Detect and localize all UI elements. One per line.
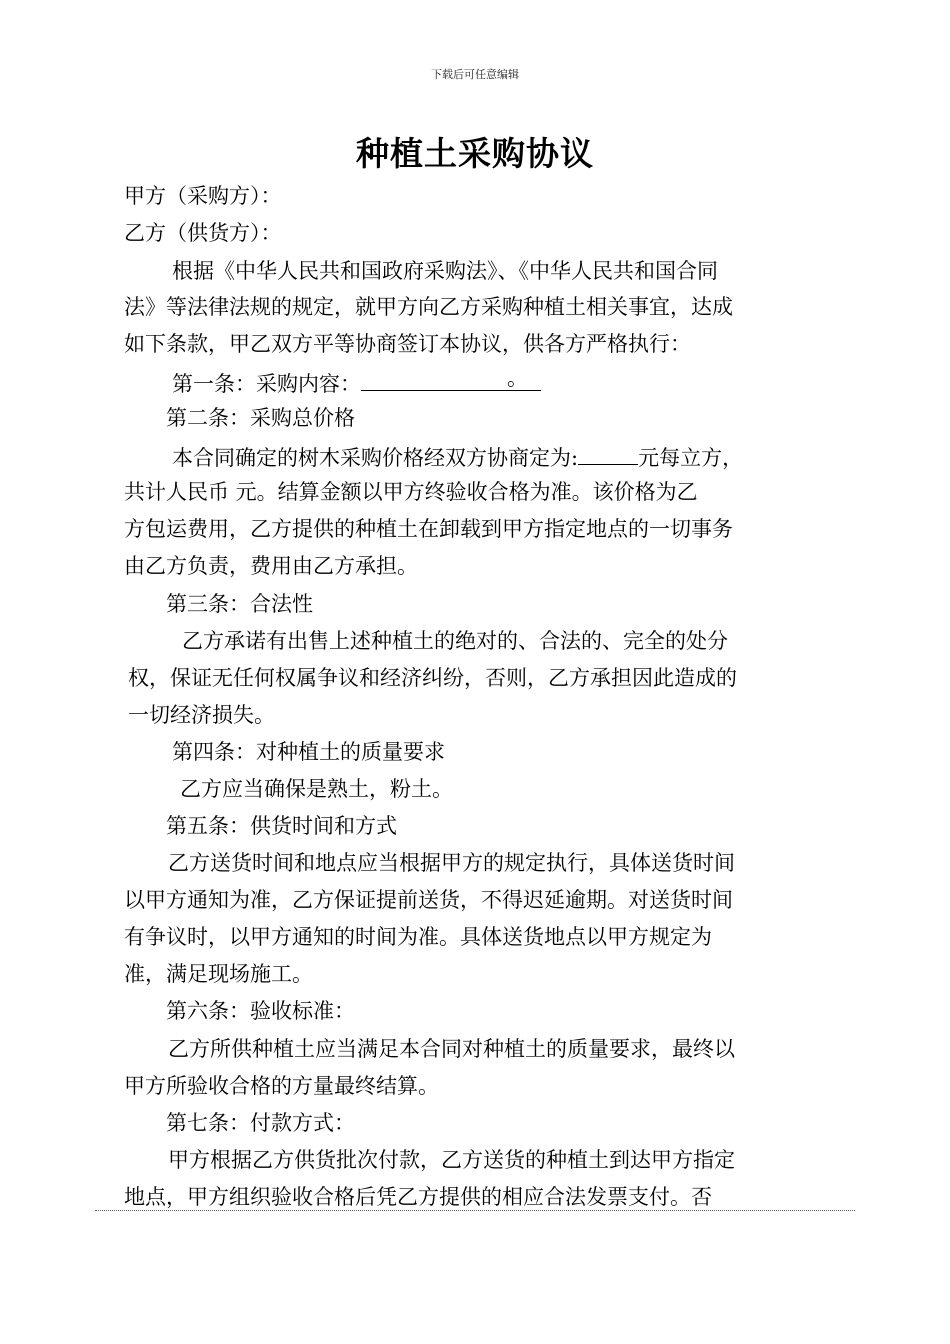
intro-line-2: 法》等法律法规的规定，就甲方向乙方采购种植土相关事宜，达成 xyxy=(124,295,733,319)
article-7-line-2: 地点，甲方组织验收合格后凭乙方提供的相应合法发票支付。否 xyxy=(124,1185,712,1209)
article-1-label: 第一条：采购内容： xyxy=(172,372,361,396)
article-2-line-4: 由乙方负责，费用由乙方承担。 xyxy=(124,554,418,578)
article-5-heading: 第五条：供货时间和方式 xyxy=(166,814,397,838)
content-blank xyxy=(361,366,541,391)
article-3-line-3: 一切经济损失。 xyxy=(128,703,275,727)
intro-line-1: 根据《中华人民共和国政府采购法》、《中华人民共和国合同 xyxy=(172,259,718,283)
unit-price-blank xyxy=(578,440,638,465)
price-unit: 元每立方， xyxy=(638,446,744,470)
article-7-line-1: 甲方根据乙方供货批次付款，乙方送货的种植土到达甲方指定 xyxy=(168,1148,735,1172)
article-6-line-2: 甲方所验收合格的方量最终结算。 xyxy=(124,1074,439,1098)
party-b-line: 乙方（供货方）： xyxy=(124,221,282,245)
article-5-line-3: 有争议时，以甲方通知的时间为准。具体送货地点以甲方规定为 xyxy=(124,925,712,949)
article-1-line xyxy=(172,366,541,399)
article-4-heading: 第四条：对种植土的质量要求 xyxy=(172,740,445,764)
article-5-line-1: 乙方送货时间和地点应当根据甲方的规定执行，具体送货时间 xyxy=(168,851,735,875)
article-5-line-4: 准，满足现场施工。 xyxy=(124,962,313,986)
article-2-line-1 xyxy=(172,440,743,473)
page-bottom-rule xyxy=(95,1210,855,1211)
article-7-heading: 第七条：付款方式： xyxy=(166,1111,355,1135)
article-2-heading: 第二条：采购总价格 xyxy=(166,406,355,430)
article-6-heading: 第六条：验收标准： xyxy=(166,999,355,1023)
article-6-line-1: 乙方所供种植土应当满足本合同对种植土的质量要求，最终以 xyxy=(168,1037,735,1061)
article-4-body: 乙方应当确保是熟土，粉土。 xyxy=(180,777,453,801)
article-2-line-2: 共计人民币 元。结算金额以甲方终验收合格为准。该价格为乙 xyxy=(124,480,698,504)
blank-period: 。 xyxy=(507,366,528,390)
header-note: 下载后可任意编辑 xyxy=(431,68,519,81)
article-3-line-2: 权，保证无任何权属争议和经济纠纷，否则，乙方承担因此造成的 xyxy=(128,666,737,690)
party-a-line: 甲方（采购方）： xyxy=(124,184,282,208)
intro-line-3: 如下条款，甲乙双方平等协商签订本协议，供各方严格执行： xyxy=(124,332,691,356)
article-3-line-1: 乙方承诺有出售上述种植土的绝对的、合法的、完全的处分 xyxy=(182,629,728,653)
price-label: 本合同确定的树木采购价格经双方协商定为: xyxy=(172,446,579,470)
article-2-line-3: 方包运费用，乙方提供的种植土在卸载到甲方指定地点的一切事务 xyxy=(124,517,733,541)
document-title: 种植土采购协议 xyxy=(356,134,594,173)
article-5-line-2: 以甲方通知为准，乙方保证提前送货，不得迟延逾期。对送货时间 xyxy=(124,888,733,912)
article-3-heading: 第三条：合法性 xyxy=(166,592,313,616)
